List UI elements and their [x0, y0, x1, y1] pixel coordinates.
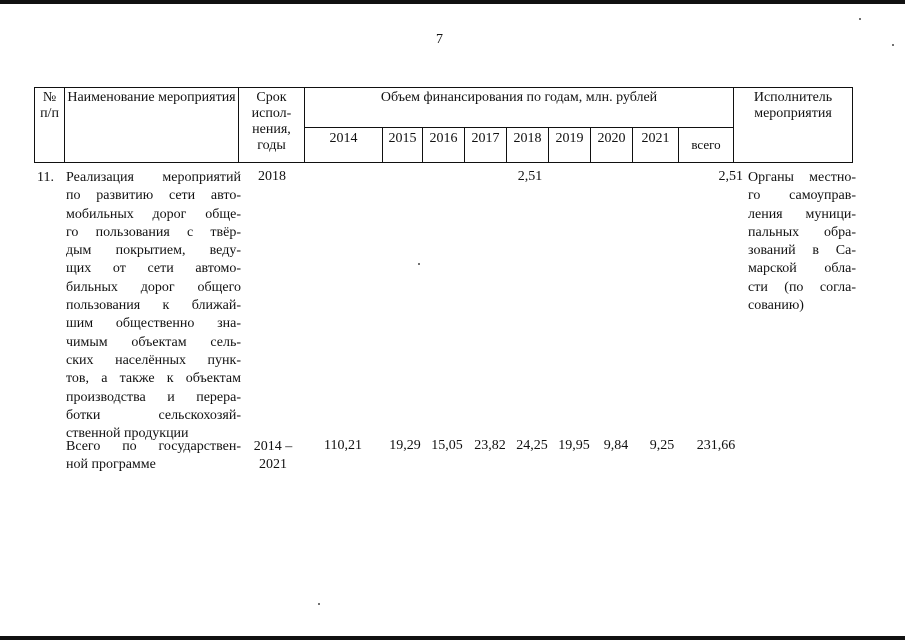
row-name — [66, 169, 241, 443]
scan-speck — [859, 18, 861, 20]
total-value-2018: 24,25 — [516, 438, 548, 453]
row-executor-line: го самоуправ- — [748, 188, 856, 204]
total-value-2019: 19,95 — [558, 438, 590, 453]
header-year: 2020 — [591, 128, 633, 163]
header-year: 2015 — [383, 128, 423, 163]
total-value-2015: 19,29 — [389, 438, 421, 453]
row-name-line: ственной продукции — [66, 426, 189, 442]
scan-speck — [418, 263, 420, 265]
total-value-2017: 23,82 — [474, 438, 506, 453]
header-no: № п/п — [35, 88, 65, 163]
row-executor-line: пальных обра- — [748, 224, 856, 240]
header-year: 2016 — [423, 128, 465, 163]
header-year: 2017 — [465, 128, 507, 163]
header-year: 2019 — [549, 128, 591, 163]
row-name-line: ских населённых пунк- — [66, 352, 241, 368]
row-name-line: бильных дорог общего — [66, 279, 241, 295]
row-total: 2,51 — [718, 169, 743, 184]
header-year: 2018 — [507, 128, 549, 163]
scan-speck — [318, 603, 320, 605]
row-name-line: ботки сельскохозяй- — [66, 407, 241, 423]
row-name-line: по развитию сети авто- — [66, 188, 241, 204]
row-name-line: шим общественно зна- — [66, 316, 241, 332]
row-name-line: дым покрытием, веду- — [66, 243, 241, 259]
scan-speck — [892, 44, 894, 46]
total-name-line: Всего по государствен- — [66, 439, 241, 454]
row-executor-line: ления муници- — [748, 206, 856, 222]
row-name-line: пользования к ближай- — [66, 298, 241, 314]
total-value-all: 231,66 — [696, 438, 736, 453]
row-executor-line: зований в Са- — [748, 243, 856, 259]
row-executor-line: Органы местно- — [748, 170, 856, 185]
scan-edge-top — [0, 0, 905, 4]
row-name-line: Реализация мероприятий — [66, 170, 241, 185]
row-name-line: чимым объектам сель- — [66, 334, 241, 350]
row-name-line: мобильных дорог обще- — [66, 206, 241, 222]
row-name-line: производства и перера- — [66, 389, 241, 405]
row-executor-line: сти (по согла- — [748, 279, 856, 295]
row-term: 2018 — [258, 169, 286, 184]
total-value-2014: 110,21 — [324, 438, 362, 453]
header-name: Наименование мероприятия — [65, 88, 239, 163]
header-year: 2014 — [305, 128, 383, 163]
total-value-2016: 15,05 — [431, 438, 463, 453]
row-executor — [748, 169, 856, 315]
total-term-line: 2021 — [259, 457, 287, 473]
header-table — [34, 87, 853, 163]
total-name-line: ной программе — [66, 457, 156, 473]
row-value-2018: 2,51 — [517, 169, 543, 184]
header-total: всего — [679, 128, 734, 163]
row-name-line: тов, а также к объектам — [66, 371, 241, 387]
total-value-2021: 9,25 — [649, 438, 675, 453]
row-name-line: щих от сети автомо- — [66, 261, 241, 277]
header-term: Срок испол-нения, годы — [239, 88, 305, 163]
row-name-line: го пользования с твёр- — [66, 224, 241, 240]
row-executor-line: сованию) — [748, 298, 804, 314]
row-executor-line: марской обла- — [748, 261, 856, 277]
total-term-line: 2014 – — [253, 439, 293, 454]
total-value-2020: 9,84 — [603, 438, 629, 453]
row-number: 11. — [37, 170, 54, 185]
header-year: 2021 — [633, 128, 679, 163]
scan-edge-bottom — [0, 636, 905, 640]
total-name — [66, 438, 241, 475]
total-term — [248, 438, 298, 475]
page-number: 7 — [436, 32, 443, 47]
header-executor: Исполнитель мероприятия — [734, 88, 853, 163]
header-funding: Объем финансирования по годам, млн. рублей — [305, 88, 734, 128]
